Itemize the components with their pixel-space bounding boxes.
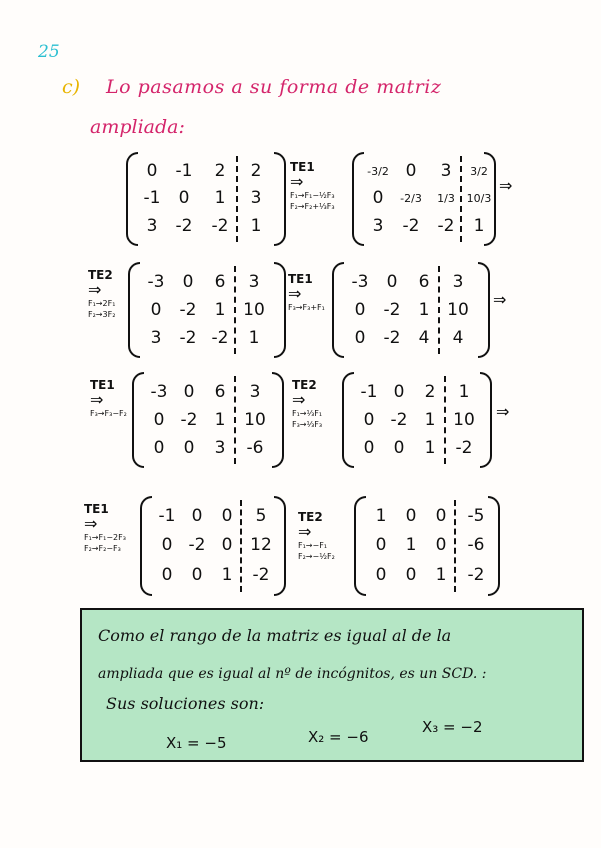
operation-rule: F₂→F₂−F₃ — [84, 544, 121, 554]
matrix-1-cell-r2c3: 1 — [214, 188, 226, 209]
matrix-6-cell-r2c3: 1 — [424, 409, 436, 430]
augmented-separator — [234, 376, 236, 464]
matrix-3-cell-r2c4: 10 — [243, 299, 265, 320]
matrix-5-cell-r1c3: 6 — [214, 381, 226, 402]
row-operation-4 — [90, 378, 127, 419]
matrix-8-cell-r2c2: 1 — [405, 535, 417, 556]
operation-label: TE2 — [88, 268, 113, 282]
operation-rule: F₁→−F₁ — [298, 541, 328, 550]
matrix-7-cell-r1c3: 0 — [221, 506, 233, 527]
augmented-matrix-4 — [332, 262, 490, 358]
matrix-3-cell-r3c1: 3 — [150, 327, 162, 348]
matrix-5-cell-r1c2: 0 — [183, 381, 195, 402]
row-operation-7 — [298, 510, 335, 562]
matrix-5-cell-r3c4: -6 — [246, 437, 264, 458]
matrix-7-cell-r3c1: 0 — [161, 564, 173, 585]
part-letter: c) — [62, 76, 81, 98]
matrix-6-cell-r1c2: 0 — [393, 381, 405, 402]
row-operation-2 — [88, 268, 115, 320]
matrix-8-cell-r2c3: 0 — [435, 535, 447, 556]
matrix-6-cell-r2c4: 10 — [453, 409, 475, 430]
augmented-matrix-1 — [126, 152, 286, 246]
matrix-1-cell-r1c1: 0 — [146, 161, 158, 182]
augmented-matrix-5 — [132, 372, 284, 468]
matrix-1-cell-r2c2: 0 — [178, 188, 190, 209]
matrix-2-cell-r2c4: 10/3 — [466, 192, 492, 206]
conclusion-line-3: Sus soluciones son: — [106, 694, 265, 713]
matrix-1-cell-r1c4: 2 — [250, 161, 262, 182]
matrix-5-cell-r2c3: 1 — [214, 409, 226, 430]
exercise-number: 25 — [38, 42, 60, 62]
augmented-separator — [460, 156, 462, 242]
matrix-1-cell-r2c4: 3 — [250, 188, 262, 209]
operation-label: TE2 — [298, 510, 323, 524]
matrix-6-cell-r3c2: 0 — [393, 437, 405, 458]
matrix-4-cell-r1c1: -3 — [351, 271, 369, 292]
augmented-separator — [454, 500, 456, 592]
augmented-separator — [444, 376, 446, 464]
matrix-2-cell-r3c3: -2 — [437, 215, 455, 236]
matrix-5-cell-r2c4: 10 — [244, 409, 266, 430]
solution-x1: X₁ = −5 — [166, 734, 227, 752]
matrix-6-cell-r2c1: 0 — [363, 409, 375, 430]
matrix-8-cell-r2c4: -6 — [467, 535, 485, 556]
matrix-7-cell-r3c3: 1 — [221, 564, 233, 585]
matrix-7-cell-r1c4: 5 — [255, 506, 267, 527]
operation-rule: F₃→F₃−F₂ — [90, 409, 127, 418]
matrix-2-cell-r3c1: 3 — [372, 215, 384, 236]
operation-rule: F₁→F₁−½F₃ — [290, 191, 335, 200]
matrix-1-cell-r1c2: -1 — [175, 161, 193, 182]
intro-line-1: Lo pasamos a su forma de matriz — [106, 76, 442, 98]
matrix-5-cell-r3c1: 0 — [153, 437, 165, 458]
matrix-1-cell-r3c1: 3 — [146, 215, 158, 236]
operation-label: TE1 — [290, 160, 315, 174]
matrix-2-cell-r3c2: -2 — [402, 215, 420, 236]
matrix-4-cell-r1c2: 0 — [386, 271, 398, 292]
continue-arrow-icon: ⇒ — [496, 402, 510, 421]
operation-rule: F₂→−½F₂ — [298, 552, 335, 562]
operation-label: TE1 — [84, 502, 109, 516]
matrix-3-cell-r3c2: -2 — [179, 327, 197, 348]
augmented-matrix-8 — [354, 496, 500, 596]
matrix-8-cell-r3c4: -2 — [467, 564, 485, 585]
matrix-1-cell-r1c3: 2 — [214, 161, 226, 182]
augmented-separator — [438, 266, 440, 354]
matrix-4-cell-r3c3: 4 — [418, 327, 430, 348]
matrix-3-cell-r1c3: 6 — [214, 271, 226, 292]
matrix-2-cell-r3c4: 1 — [473, 215, 485, 236]
implies-arrow-icon: ⇒ — [288, 284, 302, 303]
matrix-5-cell-r1c4: 3 — [249, 381, 261, 402]
matrix-2-cell-r2c3: 1/3 — [437, 192, 455, 206]
matrix-8-cell-r1c1: 1 — [375, 506, 387, 527]
operation-label: TE2 — [292, 378, 317, 392]
matrix-3-cell-r3c4: 1 — [248, 327, 260, 348]
augmented-separator — [234, 266, 236, 354]
matrix-2-cell-r1c3: 3 — [440, 161, 452, 182]
matrix-7-cell-r1c1: -1 — [158, 506, 176, 527]
matrix-5-cell-r3c2: 0 — [183, 437, 195, 458]
operation-rule: F₁→⅓F₁ — [292, 409, 323, 418]
matrix-7-cell-r2c4: 12 — [250, 535, 272, 556]
augmented-matrix-7 — [140, 496, 286, 596]
implies-arrow-icon: ⇒ — [88, 280, 102, 299]
row-operation-6 — [84, 502, 126, 554]
matrix-6-cell-r3c1: 0 — [363, 437, 375, 458]
matrix-7-cell-r2c3: 0 — [221, 535, 233, 556]
matrix-8-cell-r1c3: 0 — [435, 506, 447, 527]
operation-label: TE1 — [288, 272, 313, 286]
matrix-6-cell-r2c2: -2 — [390, 409, 408, 430]
matrix-2-cell-r1c1: -3/2 — [367, 165, 389, 179]
matrix-8-cell-r2c1: 0 — [375, 535, 387, 556]
matrix-3-cell-r1c4: 3 — [248, 271, 260, 292]
matrix-3-cell-r2c1: 0 — [150, 299, 162, 320]
matrix-4-cell-r2c1: 0 — [354, 299, 366, 320]
matrix-4-cell-r3c2: -2 — [383, 327, 401, 348]
conclusion-line-1: Como el rango de la matriz es igual al de la — [98, 626, 452, 645]
augmented-matrix-2 — [352, 152, 496, 246]
intro-line-2: ampliada: — [90, 116, 185, 138]
matrix-6-cell-r1c4: 1 — [458, 381, 470, 402]
matrix-5-cell-r3c3: 3 — [214, 437, 226, 458]
augmented-separator — [236, 156, 238, 242]
row-operation-3 — [288, 272, 325, 313]
matrix-4-cell-r3c1: 0 — [354, 327, 366, 348]
matrix-5-cell-r2c2: -2 — [180, 409, 198, 430]
matrix-8-cell-r3c2: 0 — [405, 564, 417, 585]
matrix-8-cell-r1c2: 0 — [405, 506, 417, 527]
matrix-8-cell-r3c3: 1 — [435, 564, 447, 585]
continue-arrow-icon: ⇒ — [499, 176, 513, 195]
matrix-7-cell-r3c4: -2 — [252, 564, 270, 585]
conclusion-box — [80, 608, 584, 762]
matrix-8-cell-r1c4: -5 — [467, 506, 485, 527]
augmented-matrix-3 — [128, 262, 286, 358]
matrix-4-cell-r2c2: -2 — [383, 299, 401, 320]
matrix-6-cell-r1c3: 2 — [424, 381, 436, 402]
implies-arrow-icon: ⇒ — [290, 172, 304, 191]
matrix-1-cell-r2c1: -1 — [143, 188, 161, 209]
matrix-7-cell-r2c2: -2 — [188, 535, 206, 556]
operation-rule: F₃→⅓F₃ — [292, 420, 323, 430]
matrix-4-cell-r2c4: 10 — [447, 299, 469, 320]
matrix-7-cell-r1c2: 0 — [191, 506, 203, 527]
implies-arrow-icon: ⇒ — [292, 390, 306, 409]
solution-x3: X₃ = −2 — [422, 718, 483, 736]
operation-rule: F₃→F₃+F₁ — [288, 303, 325, 312]
solution-x2: X₂ = −6 — [308, 728, 369, 746]
matrix-4-cell-r1c4: 3 — [452, 271, 464, 292]
matrix-2-cell-r1c4: 3/2 — [470, 165, 488, 179]
implies-arrow-icon: ⇒ — [90, 390, 104, 409]
implies-arrow-icon: ⇒ — [84, 514, 98, 533]
matrix-7-cell-r3c2: 0 — [191, 564, 203, 585]
matrix-4-cell-r3c4: 4 — [452, 327, 464, 348]
matrix-3-cell-r2c3: 1 — [214, 299, 226, 320]
matrix-5-cell-r2c1: 0 — [153, 409, 165, 430]
matrix-1-cell-r3c2: -2 — [175, 215, 193, 236]
operation-rule: F₂→F₂+⅓F₃ — [290, 202, 335, 212]
matrix-1-cell-r3c4: 1 — [250, 215, 262, 236]
conclusion-line-2: ampliada que es igual al nº de incógnitos, es un SCD. : — [98, 666, 487, 682]
operation-label: TE1 — [90, 378, 115, 392]
matrix-7-cell-r2c1: 0 — [161, 535, 173, 556]
row-operation-1 — [290, 160, 335, 212]
matrix-3-cell-r2c2: -2 — [179, 299, 197, 320]
row-operation-5 — [292, 378, 322, 430]
augmented-separator — [240, 500, 242, 592]
matrix-4-cell-r2c3: 1 — [418, 299, 430, 320]
matrix-6-cell-r1c1: -1 — [360, 381, 378, 402]
matrix-5-cell-r1c1: -3 — [150, 381, 168, 402]
matrix-3-cell-r3c3: -2 — [211, 327, 229, 348]
operation-rule: F₁→F₁−2F₃ — [84, 533, 126, 542]
matrix-3-cell-r1c1: -3 — [147, 271, 165, 292]
matrix-2-cell-r2c1: 0 — [372, 188, 384, 209]
operation-rule: F₁→2F₁ — [88, 299, 116, 308]
matrix-8-cell-r3c1: 0 — [375, 564, 387, 585]
matrix-1-cell-r3c3: -2 — [211, 215, 229, 236]
continue-arrow-icon: ⇒ — [493, 290, 507, 309]
augmented-matrix-6 — [342, 372, 492, 468]
matrix-2-cell-r2c2: -2/3 — [400, 192, 422, 206]
matrix-2-cell-r1c2: 0 — [405, 161, 417, 182]
matrix-4-cell-r1c3: 6 — [418, 271, 430, 292]
matrix-3-cell-r1c2: 0 — [182, 271, 194, 292]
implies-arrow-icon: ⇒ — [298, 522, 312, 541]
matrix-6-cell-r3c4: -2 — [455, 437, 473, 458]
matrix-6-cell-r3c3: 1 — [424, 437, 436, 458]
operation-rule: F₂→3F₂ — [88, 310, 116, 320]
